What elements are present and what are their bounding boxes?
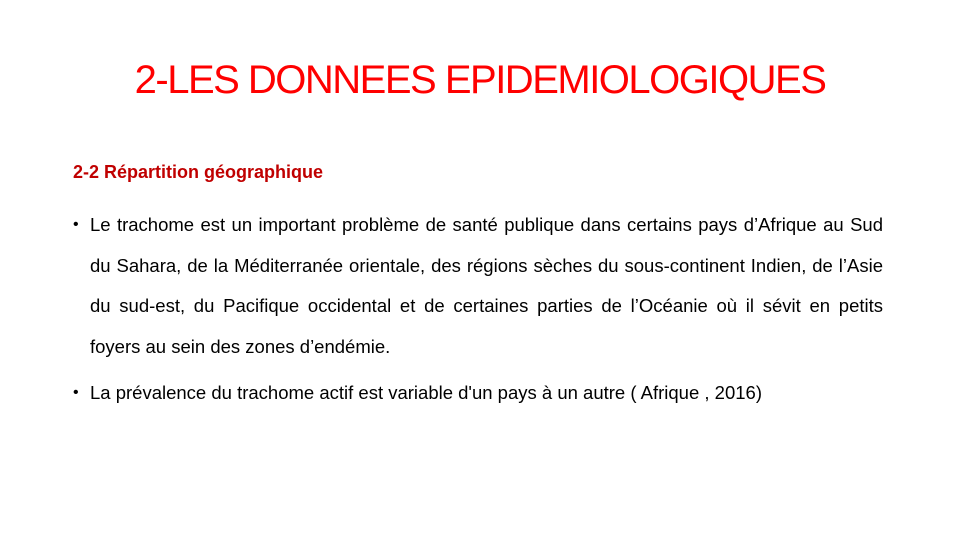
slide-title: 2-LES DONNEES EPIDEMIOLOGIQUES [134,58,826,102]
bullet-item-prevalence [73,373,883,414]
bullet-item-distribution [73,205,883,367]
bullet-text: La prévalence du trachome actif est variable d'un pays à un autre ( Afrique , 2016) [90,382,762,403]
bullet-icon: • [73,216,79,233]
bullet-list [73,205,883,420]
section-subtitle: 2-2 Répartition géographique [73,162,324,182]
bullet-icon: • [73,384,79,401]
bullet-text: Le trachome est un important problème de santé publique dans certains pays d’Afrique au Sud du Sahara, de la Méditerranée orientale, des régions sèches du sous-continent Indien, de l’Asie du sud-est, du Pacifique occidental et de certaines parties de l’Océanie où il sévit en petits foyers au sein des zones d’endémie. [90,214,883,357]
